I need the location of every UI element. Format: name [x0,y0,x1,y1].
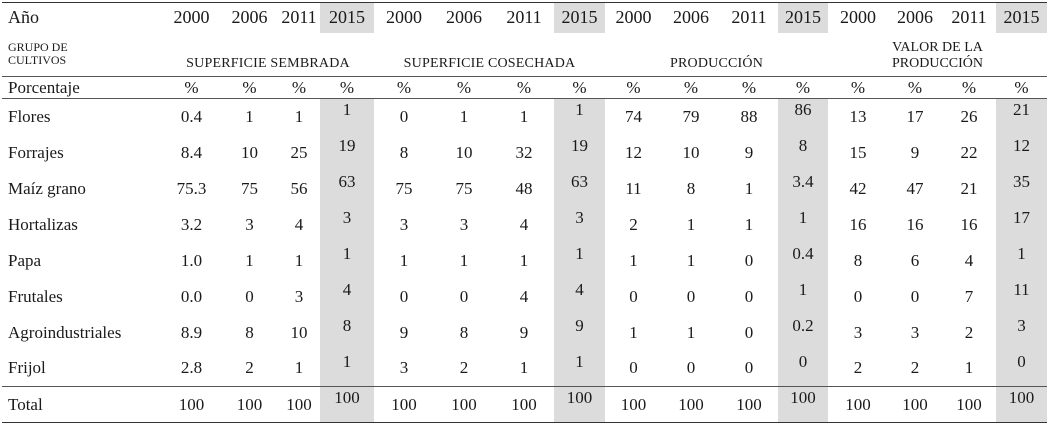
table-cell: 100 [942,387,996,423]
table-cell: 100 [494,387,554,423]
table-cell: 0 [629,358,638,378]
table-cell: 1 [320,351,374,387]
table-cell: 19 [320,135,374,171]
table-cell: 11 [625,178,642,198]
table-cell: 86 [778,99,828,135]
table-cell: 1 [399,250,409,270]
unit-cell: % [374,77,434,99]
table-cell: 1 [320,243,374,279]
table-cell: 0.0 [180,286,203,306]
table-row [2,135,1047,171]
table-cell: 88 [740,106,758,126]
table-cell: 8 [245,322,254,342]
unit-row [2,77,1047,99]
table-cell: 3 [294,286,304,306]
table-row [2,243,1047,279]
table-cell: 35 [996,171,1047,207]
unit-cell: % [662,77,720,99]
table-cell: 100 [662,387,720,423]
year-header-label: Año [8,7,39,28]
table-cell: 21 [960,178,978,198]
table-cell: 0 [744,322,754,342]
table-cell: 8.4 [180,142,203,162]
table-cell: 100 [221,387,278,423]
row-label: Forrajes [8,142,64,162]
table-cell: 1 [996,243,1047,279]
table-cell: 8 [399,142,409,162]
unit-cell: % [554,77,605,99]
table-cell: 8 [320,315,374,351]
table-cell: 8 [686,178,696,198]
table-cell: 4 [320,279,374,315]
table-cell: 1 [629,250,638,270]
table-cell: 1 [294,250,304,270]
section-superficie-sembrada: SUPERFICIE SEMBRADA [186,56,350,71]
table-cell: 56 [290,178,308,198]
table-cell: 12 [996,135,1047,171]
table-cell: 15 [849,142,867,162]
table-cell: 1 [554,99,605,135]
table-cell: 0 [778,351,828,387]
table-cell: 1 [744,214,754,234]
table-cell: 16 [906,214,924,234]
section-produccion: PRODUCCIÓN [669,56,763,71]
year-cell: 2006 [231,7,268,28]
table-cell: 1 [778,279,828,315]
table-row [2,99,1047,135]
table-cell: 1 [294,106,304,126]
table-cell: 0 [996,351,1047,387]
table-cell: 1 [519,250,529,270]
table-cell: 11 [996,279,1047,315]
row-label: Flores [8,106,51,126]
table-cell: 3 [996,315,1047,351]
table-cell: 9 [554,315,605,351]
year-cell: 2015 [778,3,828,33]
table-cell: 7 [964,286,974,306]
table-cell: 100 [554,387,605,423]
table-cell: 8 [459,322,469,342]
table-cell: 100 [996,387,1047,423]
table-cell: 2 [910,358,920,378]
table-cell: 1.0 [180,250,203,270]
table-cell: 0 [629,286,638,306]
table-cell: 3 [245,214,254,234]
table-cell: 63 [320,171,374,207]
table-cell: 0.4 [778,243,828,279]
table-row [2,387,1047,423]
table-cell: 1 [519,358,529,378]
table-cell: 79 [682,106,700,126]
unit-cell: % [221,77,278,99]
table-cell: 12 [625,142,642,162]
table-cell: 1 [629,322,638,342]
table-cell: 17 [996,207,1047,243]
unit-cell: % [494,77,554,99]
table-cell: 4 [554,279,605,315]
table-cell: 1 [744,178,754,198]
table-cell: 13 [849,106,867,126]
table-cell: 100 [320,387,374,423]
table-row [2,171,1047,207]
table-cell: 8 [778,135,828,171]
unit-cell: % [942,77,996,99]
section-line: VALOR DE LA [892,40,983,55]
table-cell: 2 [245,358,254,378]
unit-cell: % [434,77,494,99]
year-cell: 2006 [673,7,709,28]
table-cell: 0 [744,250,754,270]
table-cell: 1 [554,351,605,387]
unit-cell: % [996,77,1047,99]
table-cell: 63 [554,171,605,207]
table-cell: 16 [960,214,978,234]
row-label: Papa [8,250,42,270]
table-cell: 1 [245,106,254,126]
table-cell: 75 [241,178,258,198]
unit-cell: % [778,77,828,99]
table-cell: 3.2 [180,214,203,234]
group-label [2,33,162,77]
row-label: Frutales [8,286,63,306]
table-cell: 3.4 [778,171,828,207]
unit-cell: % [278,77,320,99]
group-header-row [2,33,1047,77]
table-row [2,207,1047,243]
row-label: Total [2,387,162,423]
table-cell: 1 [320,99,374,135]
year-cell: 2006 [446,7,482,28]
table-cell: 9 [519,322,529,342]
table-cell: 100 [374,387,434,423]
table-cell: 9 [910,142,920,162]
table-cell: 4 [294,214,304,234]
year-cell: 2011 [281,7,317,28]
table-cell: 1 [245,250,254,270]
year-cell: 2000 [173,7,210,28]
table-cell: 26 [960,106,978,126]
table-cell: 1 [778,207,828,243]
year-cell: 2011 [506,7,542,28]
table-cell: 10 [682,142,700,162]
row-label: Agroindustriales [8,322,122,342]
table-cell: 3 [459,214,469,234]
table-cell: 10 [290,322,308,342]
table-cell: 10 [241,142,258,162]
unit-cell: % [720,77,778,99]
table-cell: 17 [906,106,924,126]
table-cell: 1 [964,358,974,378]
table-cell: 100 [605,387,662,423]
row-label: Hortalizas [8,214,78,234]
table-cell: 0 [853,286,863,306]
table-cell: 0 [686,358,696,378]
table-cell: 0 [459,286,469,306]
table-cell: 4 [519,286,529,306]
table-cell: 75 [455,178,473,198]
section-line: PRODUCCIÓN [891,56,983,71]
year-cell: 2011 [951,7,987,28]
table-cell: 0 [399,286,409,306]
table-cell: 3 [320,207,374,243]
year-cell: 2015 [554,3,605,33]
table-cell: 100 [434,387,494,423]
table-row [2,279,1047,315]
crop-percentage-table [2,2,1047,423]
table-cell: 16 [849,214,867,234]
year-cell: 2015 [996,3,1047,33]
table-cell: 0 [744,286,754,306]
group-label-line: GRUPO DE [8,40,68,55]
year-cell: 2000 [615,7,652,28]
year-cell: 2006 [897,7,933,28]
year-header-row [2,3,1047,33]
table-cell: 48 [515,178,533,198]
table-cell: 47 [906,178,924,198]
table-cell: 19 [554,135,605,171]
table-cell: 74 [625,106,642,126]
table-row [2,315,1047,351]
year-cell: 2000 [386,7,422,28]
table-cell: 2 [853,358,863,378]
year-cell: 2015 [320,3,374,33]
table-cell: 4 [519,214,529,234]
table-cell: 2 [964,322,974,342]
table-cell: 1 [459,250,469,270]
table-cell: 3 [399,358,409,378]
unit-cell: % [162,77,221,99]
table-cell: 0 [399,106,409,126]
table-cell: 75.3 [176,178,207,198]
section-superficie-cosechada: SUPERFICIE COSECHADA [403,56,576,71]
table-cell: 1 [686,322,696,342]
table-cell: 21 [996,99,1047,135]
table-cell: 6 [910,250,920,270]
table-cell: 3 [399,214,409,234]
table-cell: 0 [910,286,920,306]
table-cell: 8.9 [180,322,203,342]
table-cell: 1 [294,358,304,378]
table-cell: 0 [744,358,754,378]
table-row [2,351,1047,387]
table-cell: 3 [853,322,863,342]
table-cell: 0 [686,286,696,306]
unit-cell: % [888,77,942,99]
table-cell: 0 [245,286,254,306]
table-cell: 0.2 [778,315,828,351]
table-cell: 100 [720,387,778,423]
table-cell: 100 [778,387,828,423]
table-cell: 1 [519,106,529,126]
table-cell: 9 [744,142,754,162]
table-cell: 8 [853,250,863,270]
table-cell: 3 [554,207,605,243]
row-label: Maíz grano [8,178,86,198]
table-cell: 0.4 [180,106,203,126]
table-cell: 1 [459,106,469,126]
year-cell: 2011 [731,7,767,28]
unit-cell: % [605,77,662,99]
table-cell: 100 [162,387,221,423]
table-cell: 10 [455,142,473,162]
table-cell: 42 [849,178,867,198]
year-cell: 2000 [840,7,876,28]
table-cell: 1 [686,214,696,234]
unit-cell: % [320,77,374,99]
table-cell: 9 [399,322,409,342]
table-cell: 4 [964,250,974,270]
table-cell: 32 [515,142,533,162]
table-cell: 2.8 [180,358,203,378]
section-valor-produccion [828,33,1047,77]
table-cell: 2 [629,214,638,234]
table-cell: 1 [554,243,605,279]
unit-cell: % [828,77,888,99]
table-cell: 2 [459,358,469,378]
table-cell: 100 [888,387,942,423]
table-cell: 1 [686,250,696,270]
unit-row-label: Porcentaje [2,77,162,99]
table-cell: 25 [290,142,308,162]
table-cell: 22 [960,142,978,162]
table-cell: 100 [828,387,888,423]
row-label: Frijol [8,358,46,378]
table-cell: 3 [910,322,920,342]
table-cell: 75 [395,178,413,198]
group-label-line: CULTIVOS [8,53,67,68]
table-cell: 100 [278,387,320,423]
